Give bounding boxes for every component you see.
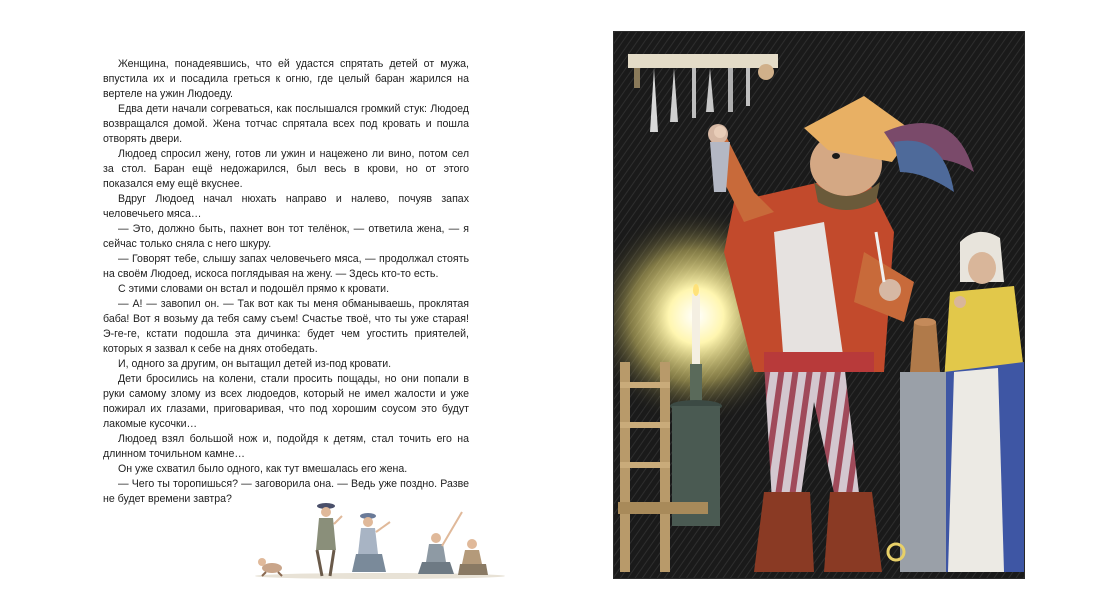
paragraph: И, одного за другим, он вытащил детей из-под кровати. <box>118 358 392 370</box>
paragraph: Он уже схватил было одного, как тут вмешалась его жена. <box>118 463 408 475</box>
paragraph: Людоед взял большой нож и, подойдя к детям, стал точить его на длинном точильном камне… <box>103 433 469 460</box>
story-text <box>103 57 469 507</box>
ogre-candle-illustration <box>614 32 1024 578</box>
paragraph: — Говорят тебе, слышу запах человечьего мяса, — продолжал стоять на своём Людоед, искоса поглядывая на жену. — Здесь кто-то есть. <box>103 253 469 280</box>
paragraph: — Это, должно быть, пахнет вон тот телёнок, — ответила жена, — я сейчас только сняла с него шкуру. <box>103 223 469 250</box>
paragraph: Вдруг Людоед начал нюхать направо и налево, почуяв запах человечьего мяса… <box>103 193 469 220</box>
paragraph: Людоед спросил жену, готов ли ужин и нацежено ли вино, потом сел за стол. Баран ещё недожарился, был весь в крови, но от этого показался ему ещё вкуснее. <box>103 148 469 190</box>
standing-child <box>316 503 342 576</box>
kneeling-children-pair <box>418 512 488 575</box>
paragraph: Женщина, понадеявшись, что ей удастся спрятать детей от мужа, впустила их и посадила греться к огню, где целый баран жарился на вертеле на ужин Людоеду. <box>103 58 469 100</box>
right-page <box>550 0 1100 604</box>
paragraph: С этими словами он встал и подошёл прямо к кровати. <box>118 283 390 295</box>
crawling-child <box>258 558 282 576</box>
paragraph: Дети бросились на колени, стали просить пощады, но они попали в руки самому злому из всех людоедов, который не имел жалости и уже пожирал их глазами, приговаривая, что под хорошим соусом это будут лакомые кусочки… <box>103 373 469 430</box>
paragraph: — А! — завопил он. — Так вот как ты меня обманываешь, проклятая баба! Вот я возьму да тебя саму съем! Счастье твоё, что ты уже старая! Э-ге-ге, кстати подошла эта дичинка: будет чем угостить приятелей, которых я зазвал к себе на днях отобедать. <box>103 298 469 355</box>
kneeling-child <box>352 513 390 572</box>
paragraph: Едва дети начали согреваться, как послышался громкий стук: Людоед возвращался домой. Жена тотчас спрятала всех под кровать и пошла отворять двери. <box>103 103 469 145</box>
kneeling-children-illustration <box>250 492 510 582</box>
paragraph: — Чего ты торопишься? — заговорила она. — Ведь уже поздно. Разве не будет времени завтра? <box>103 478 469 505</box>
